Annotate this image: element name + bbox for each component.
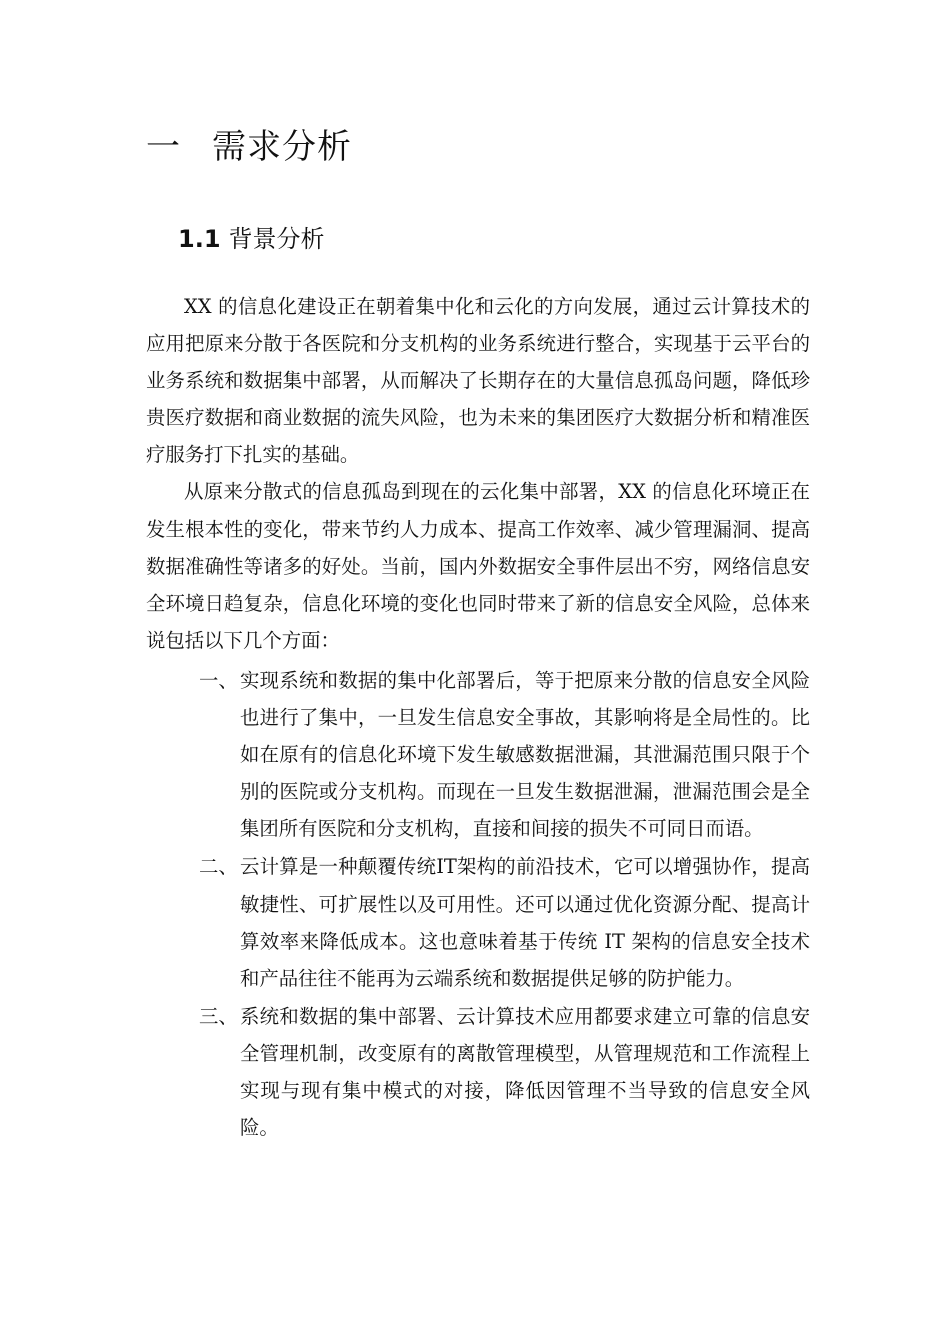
- risk-list: [199, 662, 810, 1147]
- chapter-heading: [146, 124, 352, 170]
- section-number: 1.1: [178, 225, 221, 253]
- list-marker: 三、: [199, 1004, 238, 1028]
- section-title-text: 背景分析: [228, 225, 325, 253]
- paragraph-1: XX 的信息化建设正在朝着集中化和云化的方向发展，通过云计算技术的应用把原来分散于各医院和分支机构的业务系统进行整合，实现基于云平台的业务系统和数据集中部署，从而解决了长期存在的大量信息孤岛问题，降低珍贵医疗数据和商业数据的流失风险，也为未来的集团医疗大数据分析和精准医疗服务打下扎实的基础。: [146, 295, 810, 467]
- chapter-number: 一: [146, 127, 181, 167]
- paragraph-2: 从原来分散式的信息孤岛到现在的云化集中部署，XX 的信息化环境正在发生根本性的变化，带来节约人力成本、提高工作效率、减少管理漏洞、提高数据准确性等诸多的好处。当前，国内外数据安全事件层出不穷，网络信息安全环境日趋复杂，信息化环境的变化也同时带来了新的信息安全风险，总体来说包括以下几个方面：: [146, 480, 810, 652]
- list-item-text: 系统和数据的集中部署、云计算技术应用都要求建立可靠的信息安全管理机制，改变原有的离散管理模型，从管理规范和工作流程上实现与现有集中模式的对接，降低因管理不当导致的信息安全风险。: [240, 1004, 810, 1140]
- list-item: [199, 662, 810, 847]
- section-heading: [178, 221, 325, 257]
- body-paragraphs: [146, 288, 810, 659]
- chapter-title-text: 需求分析: [212, 127, 352, 167]
- list-item: [199, 848, 810, 996]
- list-marker: 二、: [199, 855, 238, 879]
- list-item: [199, 998, 810, 1146]
- list-item-text: 云计算是一种颠覆传统IT架构的前沿技术，它可以增强协作，提高敏捷性、可扩展性以及可用性。还可以通过优化资源分配、提高计算效率来降低成本。这也意味着基于传统 IT 架构的信息安全技术和产品往往不能再为云端系统和数据提供足够的防护能力。: [240, 855, 810, 990]
- list-marker: 一、: [199, 669, 238, 692]
- list-item-text: 实现系统和数据的集中化部署后，等于把原来分散的信息安全风险也进行了集中，一旦发生信息安全事故，其影响将是全局性的。比如在原有的信息化环境下发生敏感数据泄漏，其泄漏范围只限于个别的医院或分支机构。而现在一旦发生数据泄漏，泄漏范围会是全集团所有医院和分支机构，直接和间接的损失不可同日而语。: [240, 669, 810, 841]
